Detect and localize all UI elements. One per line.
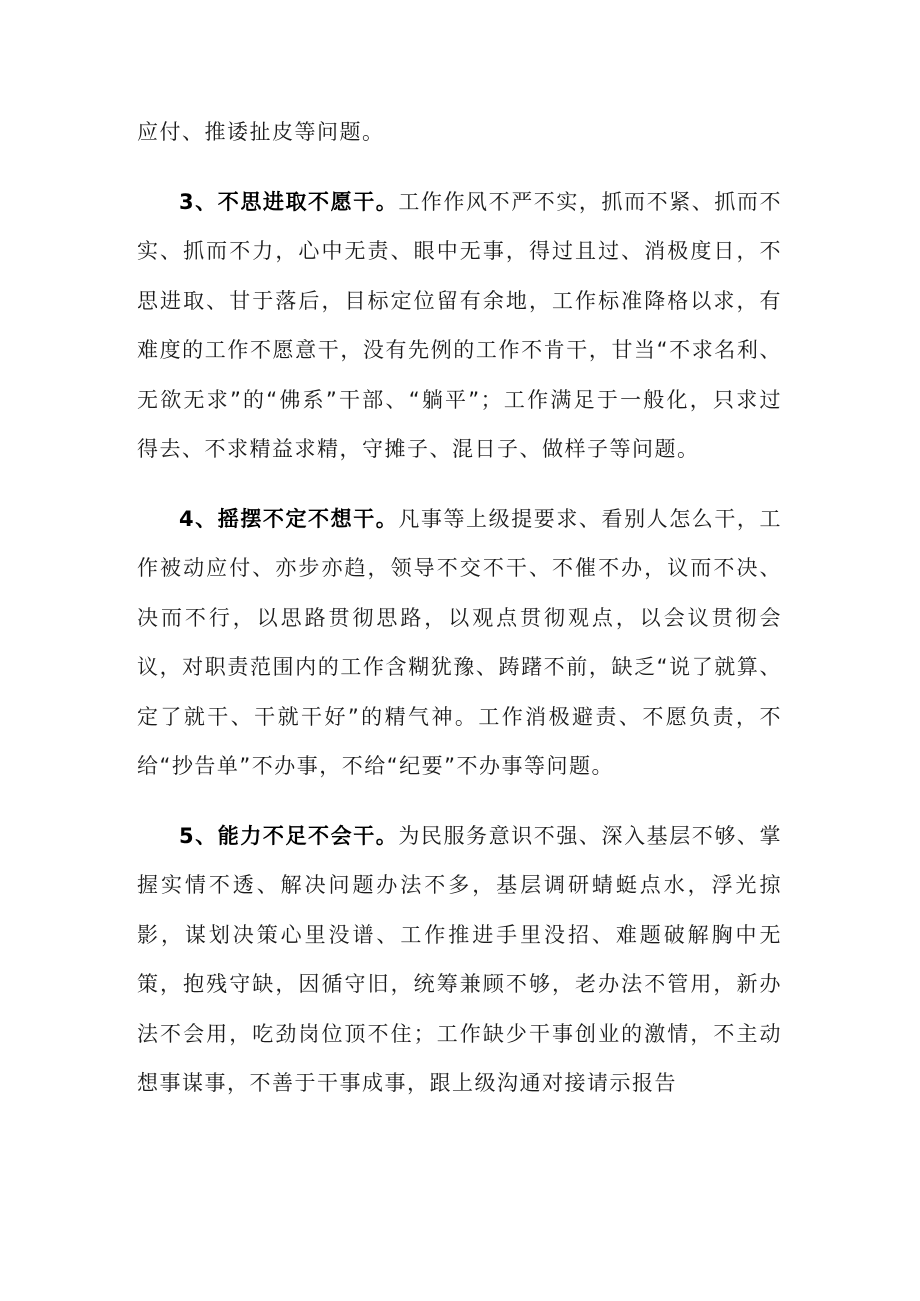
paragraph-heading: 3、不思进取不愿干。 bbox=[179, 189, 399, 214]
paragraph-text: 应付、推诿扯皮等问题。 bbox=[137, 120, 385, 144]
paragraph-item-5 bbox=[137, 812, 782, 1109]
paragraph-heading: 5、能力不足不会干。 bbox=[179, 823, 399, 848]
paragraph-item-4 bbox=[137, 495, 782, 792]
paragraph-text: 为民服务意识不强、深入基层不够、掌握实情不透、解决问题办法不多，基层调研蜻蜓点水，浮光掠影，谋划决策心里没谱、工作推进手里没招、难题破解胸中无策，抱残守缺，因循守旧，统筹兼顾不够，老办法不管用，新办法不会用，吃劲岗位顶不住；工作缺少干事创业的激情，不主动想事谋事，不善于干事成事，跟上级沟通对接请示报告 bbox=[137, 823, 782, 1095]
paragraph-heading: 4、摇摆不定不想干。 bbox=[179, 506, 399, 531]
document-body bbox=[137, 108, 782, 1109]
paragraph-item-3 bbox=[137, 178, 782, 475]
paragraph-text: 工作作风不严不实，抓而不紧、抓而不实、抓而不力，心中无责、眼中无事，得过且过、消极度日，不思进取、甘于落后，目标定位留有余地，工作标准降格以求，有难度的工作不愿意干，没有先例的工作不肯干，甘当“不求名利、无欲无求”的“佛系”干部、“躺平”；工作满足于一般化，只求过得去、不求精益求精，守摊子、混日子、做样子等问题。 bbox=[137, 189, 782, 461]
paragraph-text: 凡事等上级提要求、看别人怎么干，工作被动应付、亦步亦趋，领导不交不干、不催不办，议而不决、决而不行，以思路贯彻思路，以观点贯彻观点，以会议贯彻会议，对职责范围内的工作含糊犹豫、踌躇不前，缺乏“说了就算、定了就干、干就干好”的精气神。工作消极避责、不愿负责，不给“抄告单”不办事，不给“纪要”不办事等问题。 bbox=[137, 506, 782, 778]
paragraph-continuation bbox=[137, 108, 782, 158]
